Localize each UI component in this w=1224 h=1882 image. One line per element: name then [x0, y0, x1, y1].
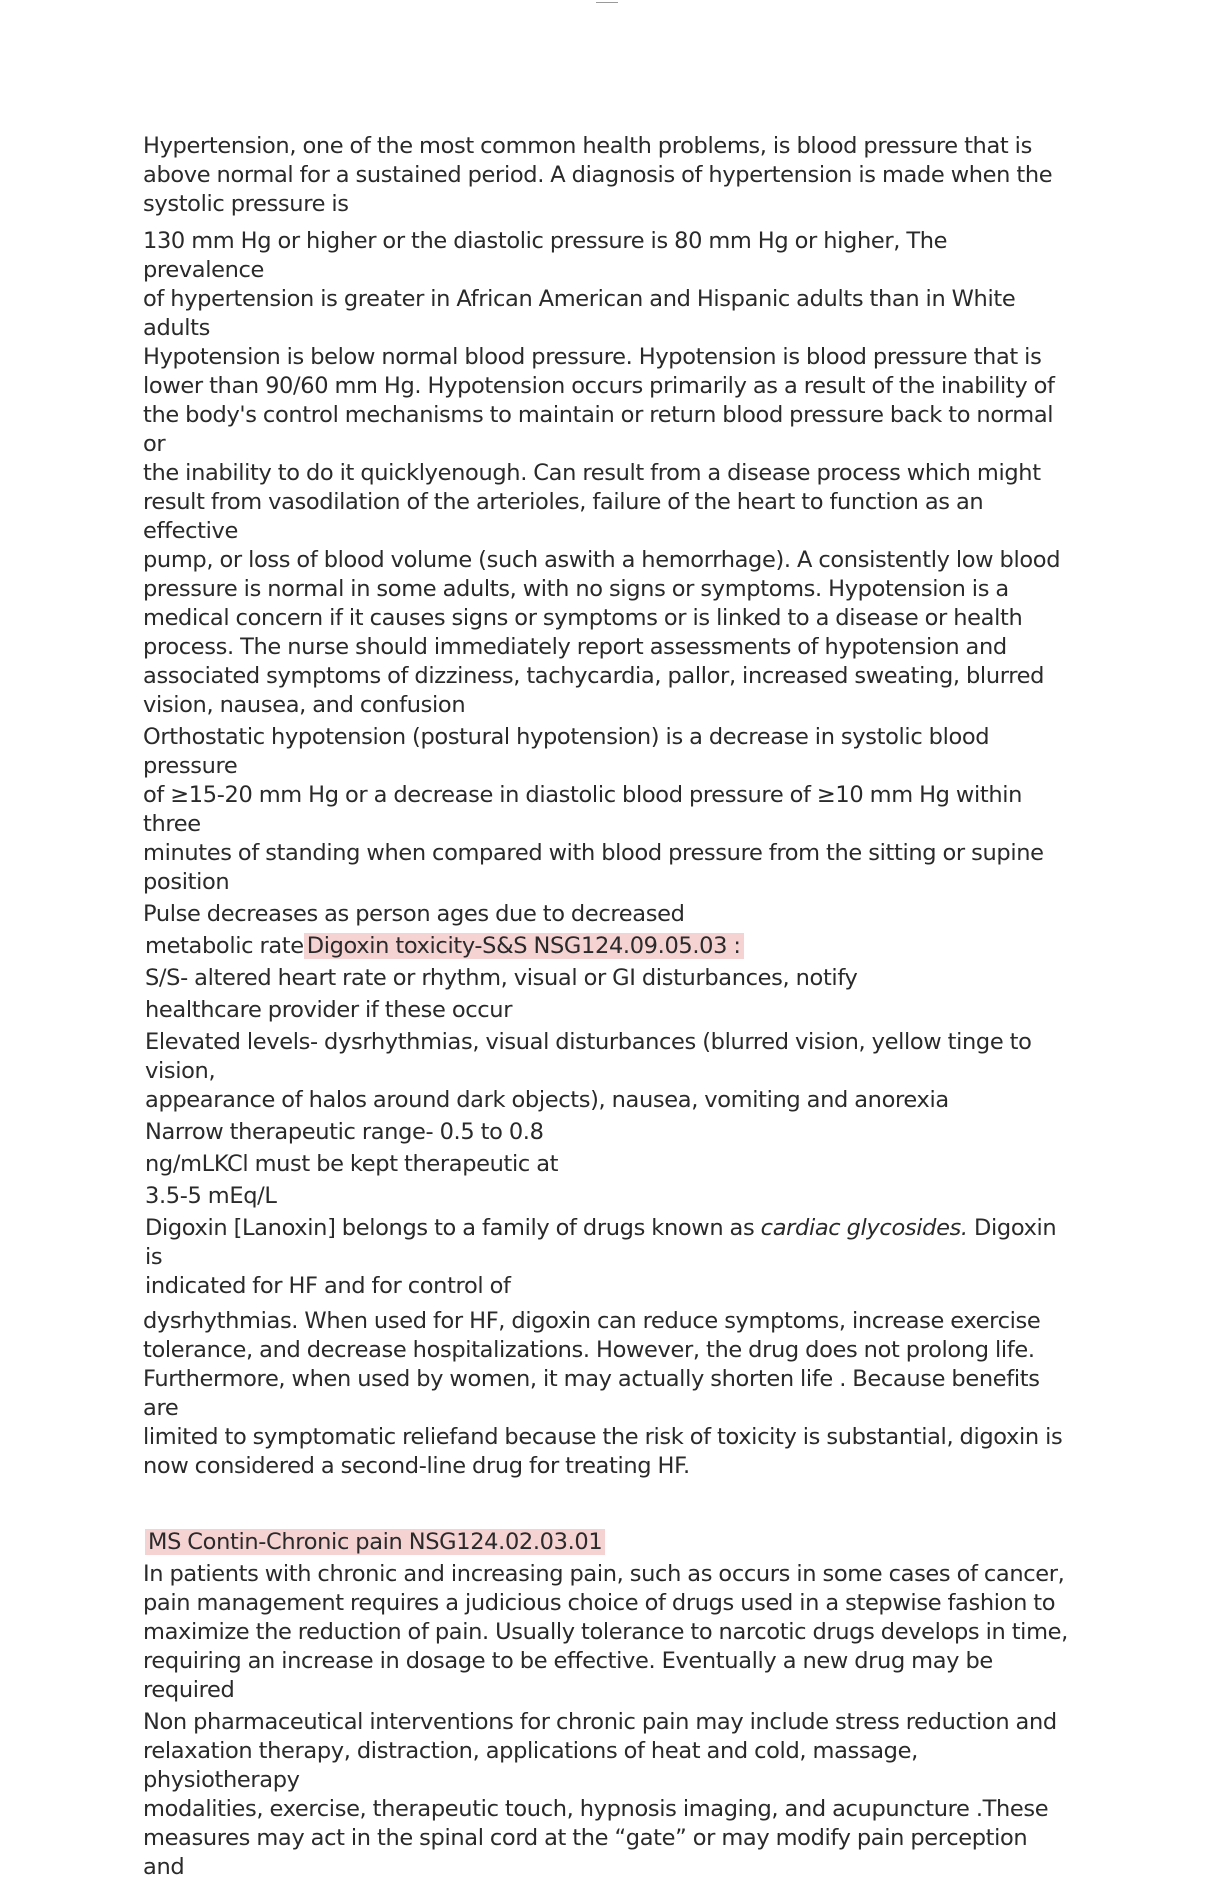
digoxin-italic-term: cardiac glycosides. [760, 1215, 968, 1241]
paragraph-chronic-pain: In patients with chronic and increasing pain, such as occurs in some cases of cancer, pain management requires a judicious choice of drugs used in a stepwise fashion to maximize the reduction of pain. Usually tolerance to narcotic drugs develops in time, requiring an increase in dosage to be effective. Eventually a new drug may be required [143, 1561, 1068, 1703]
paragraph-orthostatic-hypotension: Orthostatic hypotension (postural hypotension) is a decrease in systolic blood pressure of ≥15-20 mm Hg or a decrease in diastolic blood pressure of ≥10 mm Hg within three minutes of standing when compared with blood pressure from the sitting or supine position [143, 724, 1044, 895]
paragraph-signs-symptoms: S/S- altered heart rate or rhythm, visual or GI disturbances, notify [145, 965, 858, 991]
highlight-ms-contin: MS Contin-Chronic pain NSG124.02.03.01 [145, 1529, 605, 1555]
paragraph-digoxin-lanoxin [143, 1214, 1073, 1301]
digoxin-text-b: Digoxin is indicated for HF and for control of [145, 1215, 1057, 1299]
paragraph-pulse: Pulse decreases as person ages due to decreased [143, 901, 685, 927]
paragraph-kcl: ng/mLKCl must be kept therapeutic at [145, 1151, 559, 1177]
paragraph-metabolic-rate [143, 932, 1073, 961]
document-body [143, 132, 1073, 1882]
paragraph-hypotension: 130 mm Hg or higher or the diastolic pressure is 80 mm Hg or higher, The prevalence of hypertension is greater in African American and Hispanic adults than in White adults Hypotension is below normal blood pressure. Hypotension is blood pressure that is lower than 90/60 mm Hg. Hypotension occurs primarily as a result of the inability of the body's control mechanisms to maintain or return blood pressure back to normal or the inability to do it quicklyenough. Can result from a disease process which might result from vasodilation of the arterioles, failure of the heart to function as an effective pump, or loss of blood volume (such aswith a hemorrhage). A consistently low blood pressure is normal in some adults, with no signs or symptoms. Hypotension is a medical concern if it causes signs or symptoms or is linked to a disease or health process. The nurse should immediately report assessments of hypotension and associated symptoms of dizziness, tachycardia, pallor, increased sweating, blurred vision, nausea, and confusion [143, 228, 1061, 718]
digoxin-text-a: Digoxin [Lanoxin] belongs to a family of drugs known as [145, 1215, 761, 1241]
paragraph-meq: 3.5-5 mEq/L [145, 1183, 277, 1209]
paragraph-non-pharmaceutical: Non pharmaceutical interventions for chronic pain may include stress reduction and relaxation therapy, distraction, applications of heat and cold, massage, physiotherapy modalities, exercise, therapeutic touch, hypnosis imaging, and acupuncture .These measures may act in the spinal cord at the “gate” or may modify pain perception and [143, 1709, 1057, 1880]
highlight-digoxin-toxicity: Digoxin toxicity-S&S NSG124.09.05.03 : [304, 933, 744, 959]
heading-ms-contin [143, 1528, 1073, 1557]
paragraph-dysrhythmias: dysrhythmias. When used for HF, digoxin can reduce symptoms, increase exercise tolerance, and decrease hospitalizations. However, the drug does not prolong life. Furthermore, when used by women, it may actually shorten life . Because benefits are limited to symptomatic reliefand because the risk of toxicity is substantial, digoxin is now considered a second-line drug for treating HF. [143, 1308, 1063, 1479]
paragraph-elevated-levels: Elevated levels- dysrhythmias, visual disturbances (blurred vision, yellow tinge to vision, appearance of halos around dark objects), nausea, vomiting and anorexia [145, 1029, 1032, 1113]
paragraph-notify-provider: healthcare provider if these occur [145, 997, 513, 1023]
paragraph-hypertension: Hypertension, one of the most common health problems, is blood pressure that is above normal for a sustained period. A diagnosis of hypertension is made when the systolic pressure is [143, 133, 1053, 217]
metabolic-rate-text: metabolic rate [145, 933, 304, 959]
paragraph-therapeutic-range: Narrow therapeutic range- 0.5 to 0.8 [145, 1119, 544, 1145]
page-top-mark [596, 0, 618, 3]
